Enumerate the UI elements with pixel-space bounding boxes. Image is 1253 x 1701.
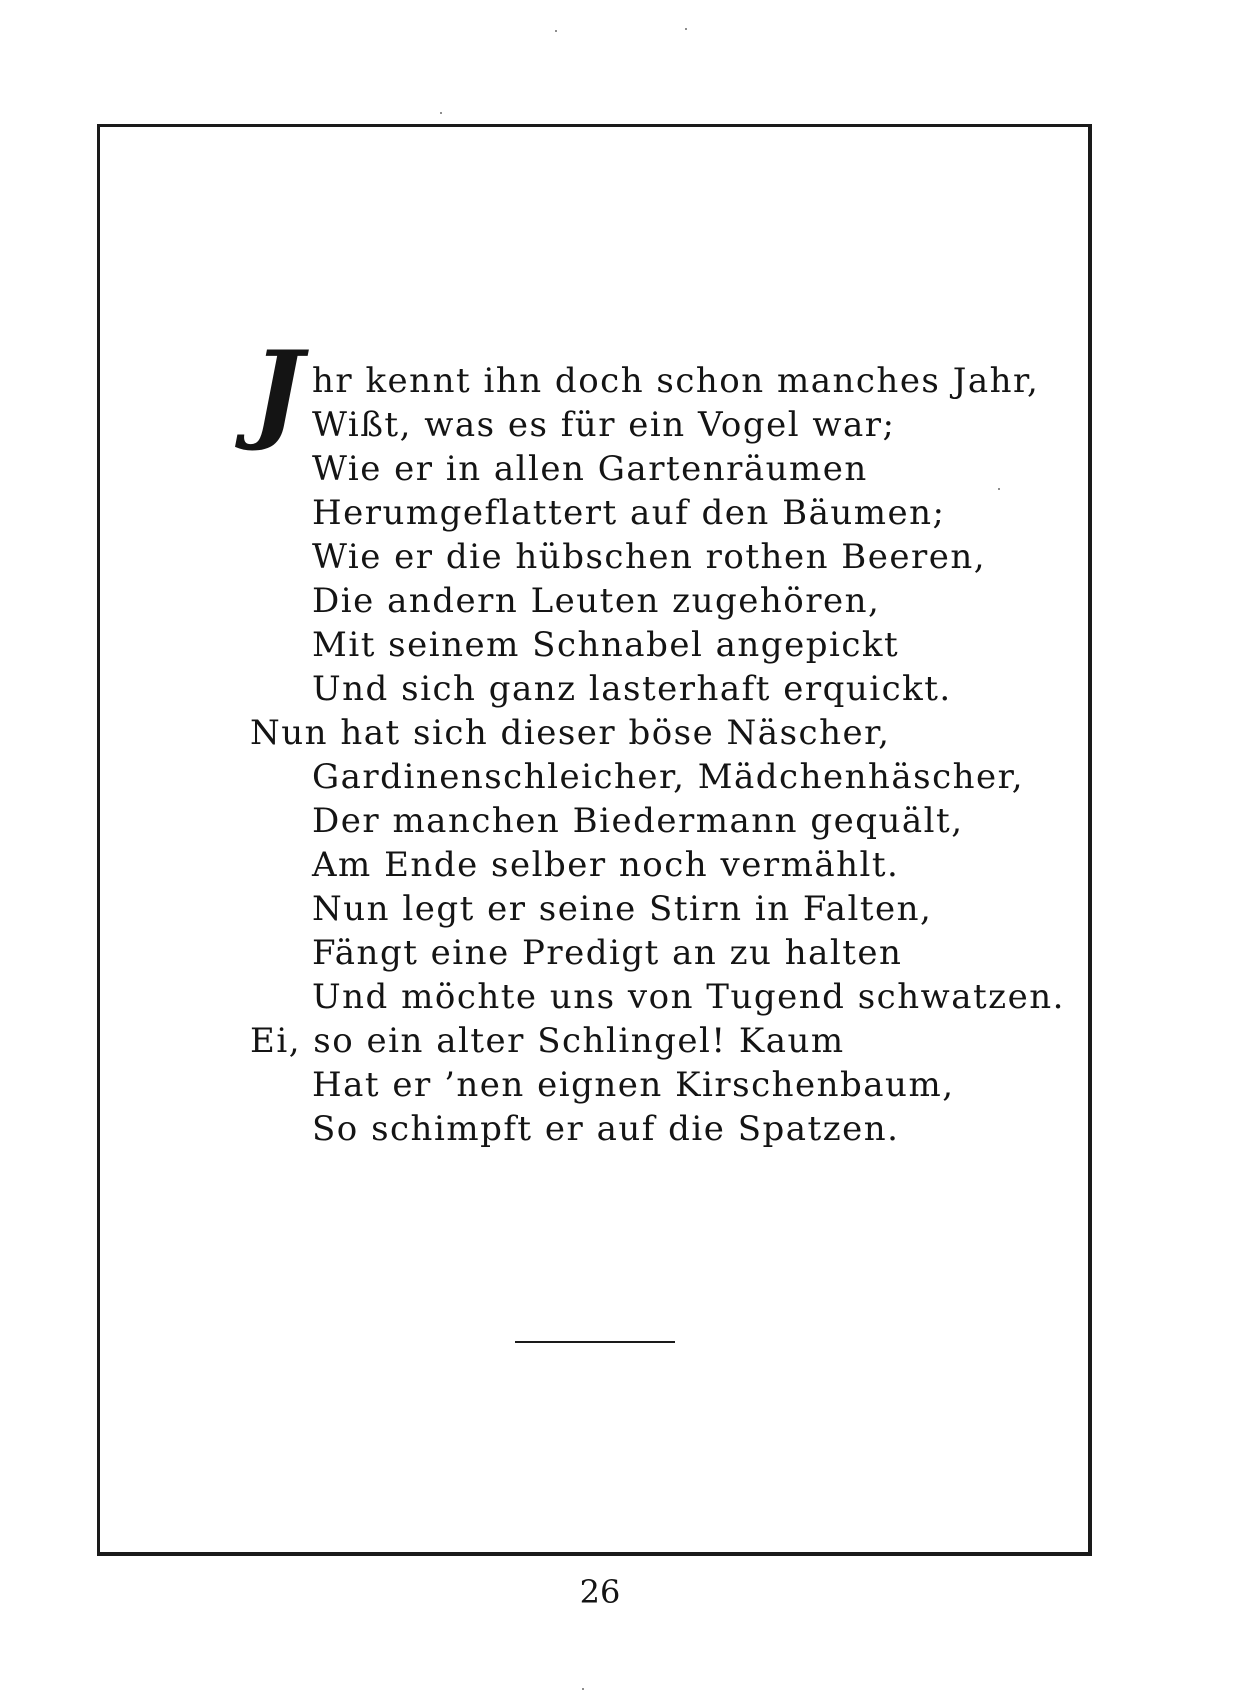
poem-line: Gardinenschleicher, Mädchenhäscher, (312, 757, 1024, 797)
poem-line: Und möchte uns von Tugend schwatzen. (312, 977, 1065, 1017)
paper-speck (555, 30, 557, 32)
poem-line: Fängt eine Predigt an zu halten (312, 933, 903, 973)
poem-line: Mit seinem Schnabel angepickt (312, 625, 900, 665)
poem-line: Wie er die hübschen rothen Beeren, (312, 537, 987, 577)
poem-line: Nun hat sich dieser böse Näscher, (250, 713, 891, 753)
paper-speck (440, 112, 442, 114)
poem-line: Wißt, was es für ein Vogel war; (312, 405, 896, 445)
poem-line: Nun legt er seine Stirn in Falten, (312, 889, 933, 929)
poem-line: Am Ende selber noch vermählt. (312, 845, 900, 885)
poem-line: Herumgeflattert auf den Bäumen; (312, 493, 946, 533)
paper-speck (998, 488, 1000, 490)
paper-speck (685, 28, 687, 30)
poem-line: Und sich ganz lasterhaft erquickt. (312, 669, 952, 709)
poem-line: Wie er in allen Gartenräumen (312, 449, 868, 489)
poem-line: hr kennt ihn doch schon manches Jahr, (312, 361, 1040, 401)
poem-line: Hat er ’nen eignen Kirschenbaum, (312, 1065, 955, 1105)
poem (100, 127, 1088, 1552)
poem-line: Der manchen Biedermann gequält, (312, 801, 964, 841)
poem-line: So schimpft er auf die Spatzen. (312, 1109, 900, 1149)
page-number: 26 (579, 1573, 621, 1611)
poem-line: Ei, so ein alter Schlingel! Kaum (250, 1021, 845, 1061)
paper-speck (582, 1688, 584, 1690)
poem-line: Die andern Leuten zugehören, (312, 581, 881, 621)
section-divider (515, 1341, 675, 1343)
drop-cap: J (252, 328, 304, 454)
page-frame (97, 124, 1092, 1556)
